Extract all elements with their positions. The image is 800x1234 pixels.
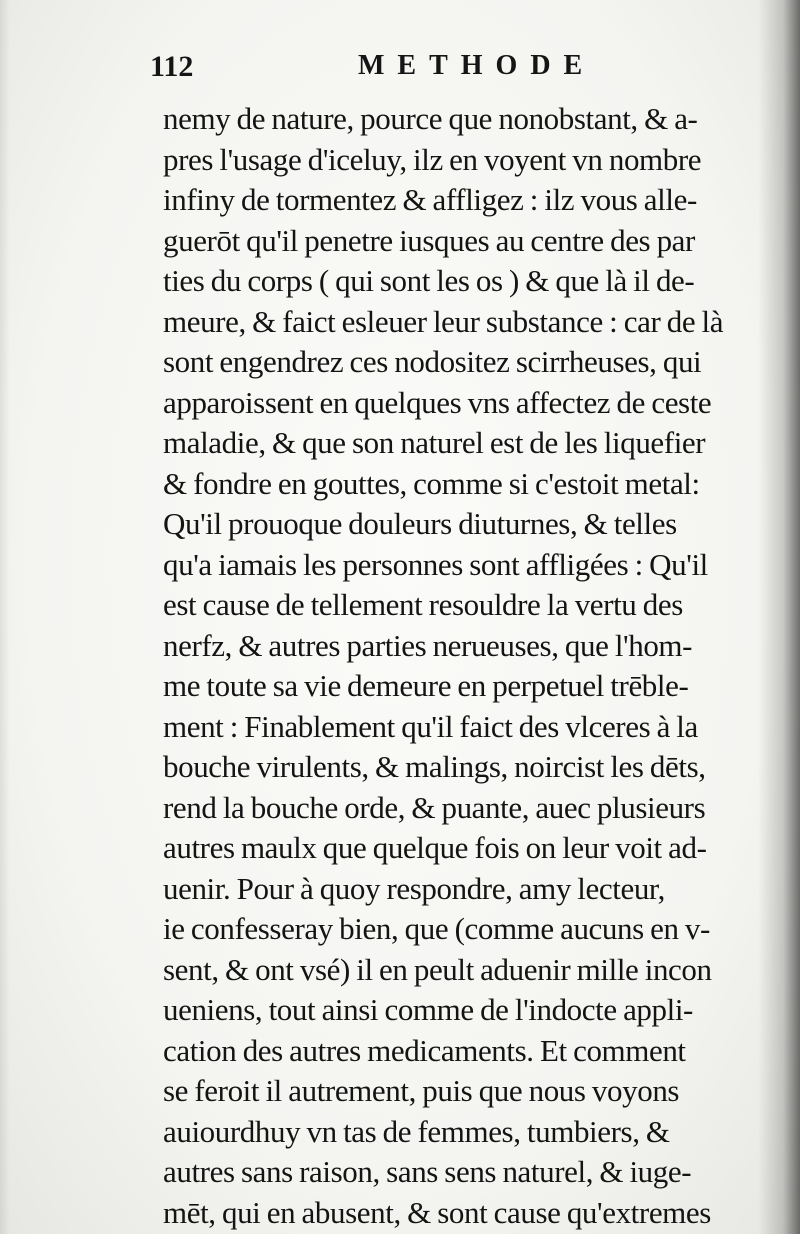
text-line: auiourdhuy vn tas de femmes, tumbiers, & [163, 1113, 670, 1149]
text-line: ment : Finablement qu'il faict des vlceres à la [163, 708, 698, 744]
text-line: sont engendrez ces nodositez scirrheuses, qui [163, 344, 702, 379]
spine-shadow [758, 0, 800, 1234]
text-line: apparoissent en quelques vns affectez de ceste [163, 384, 712, 420]
text-line: mēt, qui en abusent, & sont cause qu'extremes [163, 1194, 711, 1230]
text-line: meure, & faict esleuer leur substance : car de là [163, 303, 724, 339]
text-line: ueniens, tout ainsi comme de l'indocte appli- [163, 992, 693, 1027]
text-line: cation des autres medicaments. Et comment [163, 1032, 686, 1068]
text-line: infiny de tormentez & affligez : ilz vous alle- [163, 182, 697, 217]
text-line: ie confesseray bien, que (comme aucuns en v- [163, 911, 710, 946]
text-line: ties du corps ( qui sont les os ) & que là il de- [163, 263, 695, 298]
page-number: 112 [150, 50, 194, 83]
text-line: nemy de nature, pource que nonobstant, & a- [163, 101, 698, 136]
text-line: me toute sa vie demeure en perpetuel trēble- [163, 668, 689, 703]
page-left-edge [0, 0, 10, 1234]
text-line: autres sans raison, sans sens naturel, & iuge- [163, 1154, 692, 1189]
text-line: rend la bouche orde, & puante, auec plusieurs [163, 789, 706, 825]
text-line: guerōt qu'il penetre iusques au centre des par [163, 222, 695, 258]
running-head [150, 46, 750, 86]
text-line: sent, & ont vsé) il en peult aduenir mille incon [163, 951, 712, 987]
body-text [163, 99, 763, 1233]
running-title: METHODE [358, 50, 596, 81]
text-line: maladie, & que son naturel est de les liquefier [163, 425, 706, 460]
text-line: & fondre en gouttes, comme si c'estoit metal: [163, 465, 700, 501]
text-line: nerfz, & autres parties nerueuses, que l'hom- [163, 627, 693, 663]
text-line: uenir. Pour à quoy respondre, amy lecteur, [163, 870, 665, 906]
text-line: qu'a iamais les personnes sont affligées : Qu'il [163, 546, 708, 582]
text-line: se feroit il autrement, puis que nous voyons [163, 1073, 680, 1108]
text-line: autres maulx que quelque fois on leur voit ad- [163, 830, 707, 865]
text-line: pres l'usage d'iceluy, ilz en voyent vn nombre [163, 141, 702, 177]
text-line: Qu'il prouoque douleurs diuturnes, & telles [163, 506, 677, 541]
text-line: est cause de tellement resouldre la vertu des [163, 587, 683, 622]
text-line: bouche virulents, & malings, noircist les dēts, [163, 749, 706, 784]
